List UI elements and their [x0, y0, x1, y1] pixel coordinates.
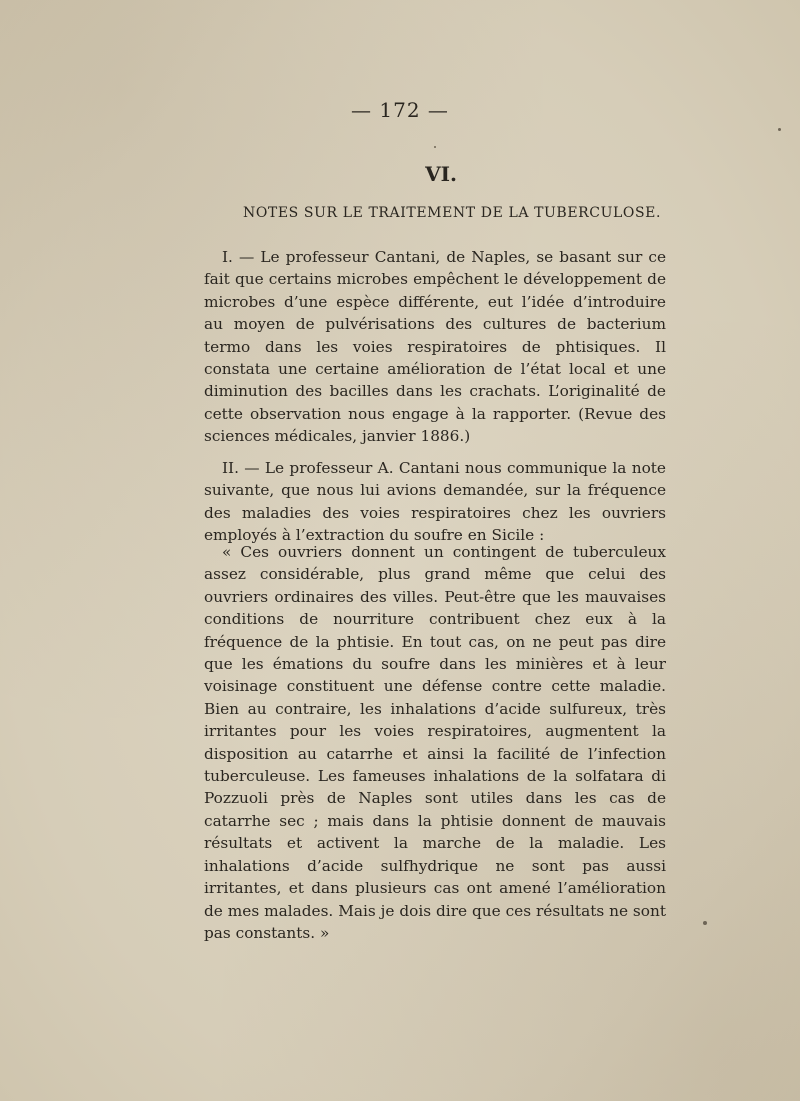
paragraph-1: [204, 246, 666, 448]
paragraph-3-text: « Ces ouvriers donnent un contingent de tuberculeux assez considérable, plus grand même que celui des ouvriers ordinaires des villes. Peut-être que les mauvaises conditions de nourriture contribuent chez eux à la fréquence de la phtisie. En tout cas, on ne peut pas dire que les émations du soufre dans les minières et à leur voisinage constituent une défense contre cette maladie. Bien au contraire, les inhalations d’acide sulfureux, très irritantes pour les voies respiratoires, augmentent la disposition au catarrhe et ainsi la facilité de l’infection tuberculeuse. Les fameuses inhalations de la solfatara di Pozzuoli près de Naples sont utiles dans les cas de catarrhe sec ; mais dans la phtisie donnent de mauvais résultats et activent la marche de la maladie. Les inhalations d’acide sulfhydrique ne sont pas aussi irritantes, et dans plusieurs cas ont amené l’amélioration de mes malades. Mais je dois dire que ces résultats ne sont pas constants. »: [204, 543, 666, 942]
paragraph-2: [204, 457, 666, 547]
paper-speck: [778, 128, 781, 131]
paper-speck: [434, 146, 436, 148]
paragraph-3: [204, 541, 666, 944]
paragraph-1-text: I. — Le professeur Cantani, de Naples, se basant sur ce fait que certains microbes empêchent le développement de microbes d’une espèce différente, eut l’idée d’introduire au moyen de pulvérisations des cultures de bacterium termo dans les voies respiratoires de phtisiques. Il constata une certaine amélioration de l’état local et une diminution des bacilles dans les crachats. L’originalité de cette observation nous engage à la rapporter. (Revue des sciences médicales, janvier 1886.): [204, 248, 666, 446]
page-number: — 172 —: [351, 98, 449, 122]
paragraph-2-text: II. — Le professeur A. Cantani nous communique la note suivante, que nous lui avions demandée, sur la fréquence des maladies des voies respiratoires chez les ouvriers employés à l’extraction du soufre en Sicile :: [204, 459, 666, 545]
section-title: NOTES SUR LE TRAITEMENT DE LA TUBERCULOSE.: [243, 205, 662, 221]
chapter-number: VI.: [425, 162, 457, 186]
paper-speck: [703, 921, 707, 925]
